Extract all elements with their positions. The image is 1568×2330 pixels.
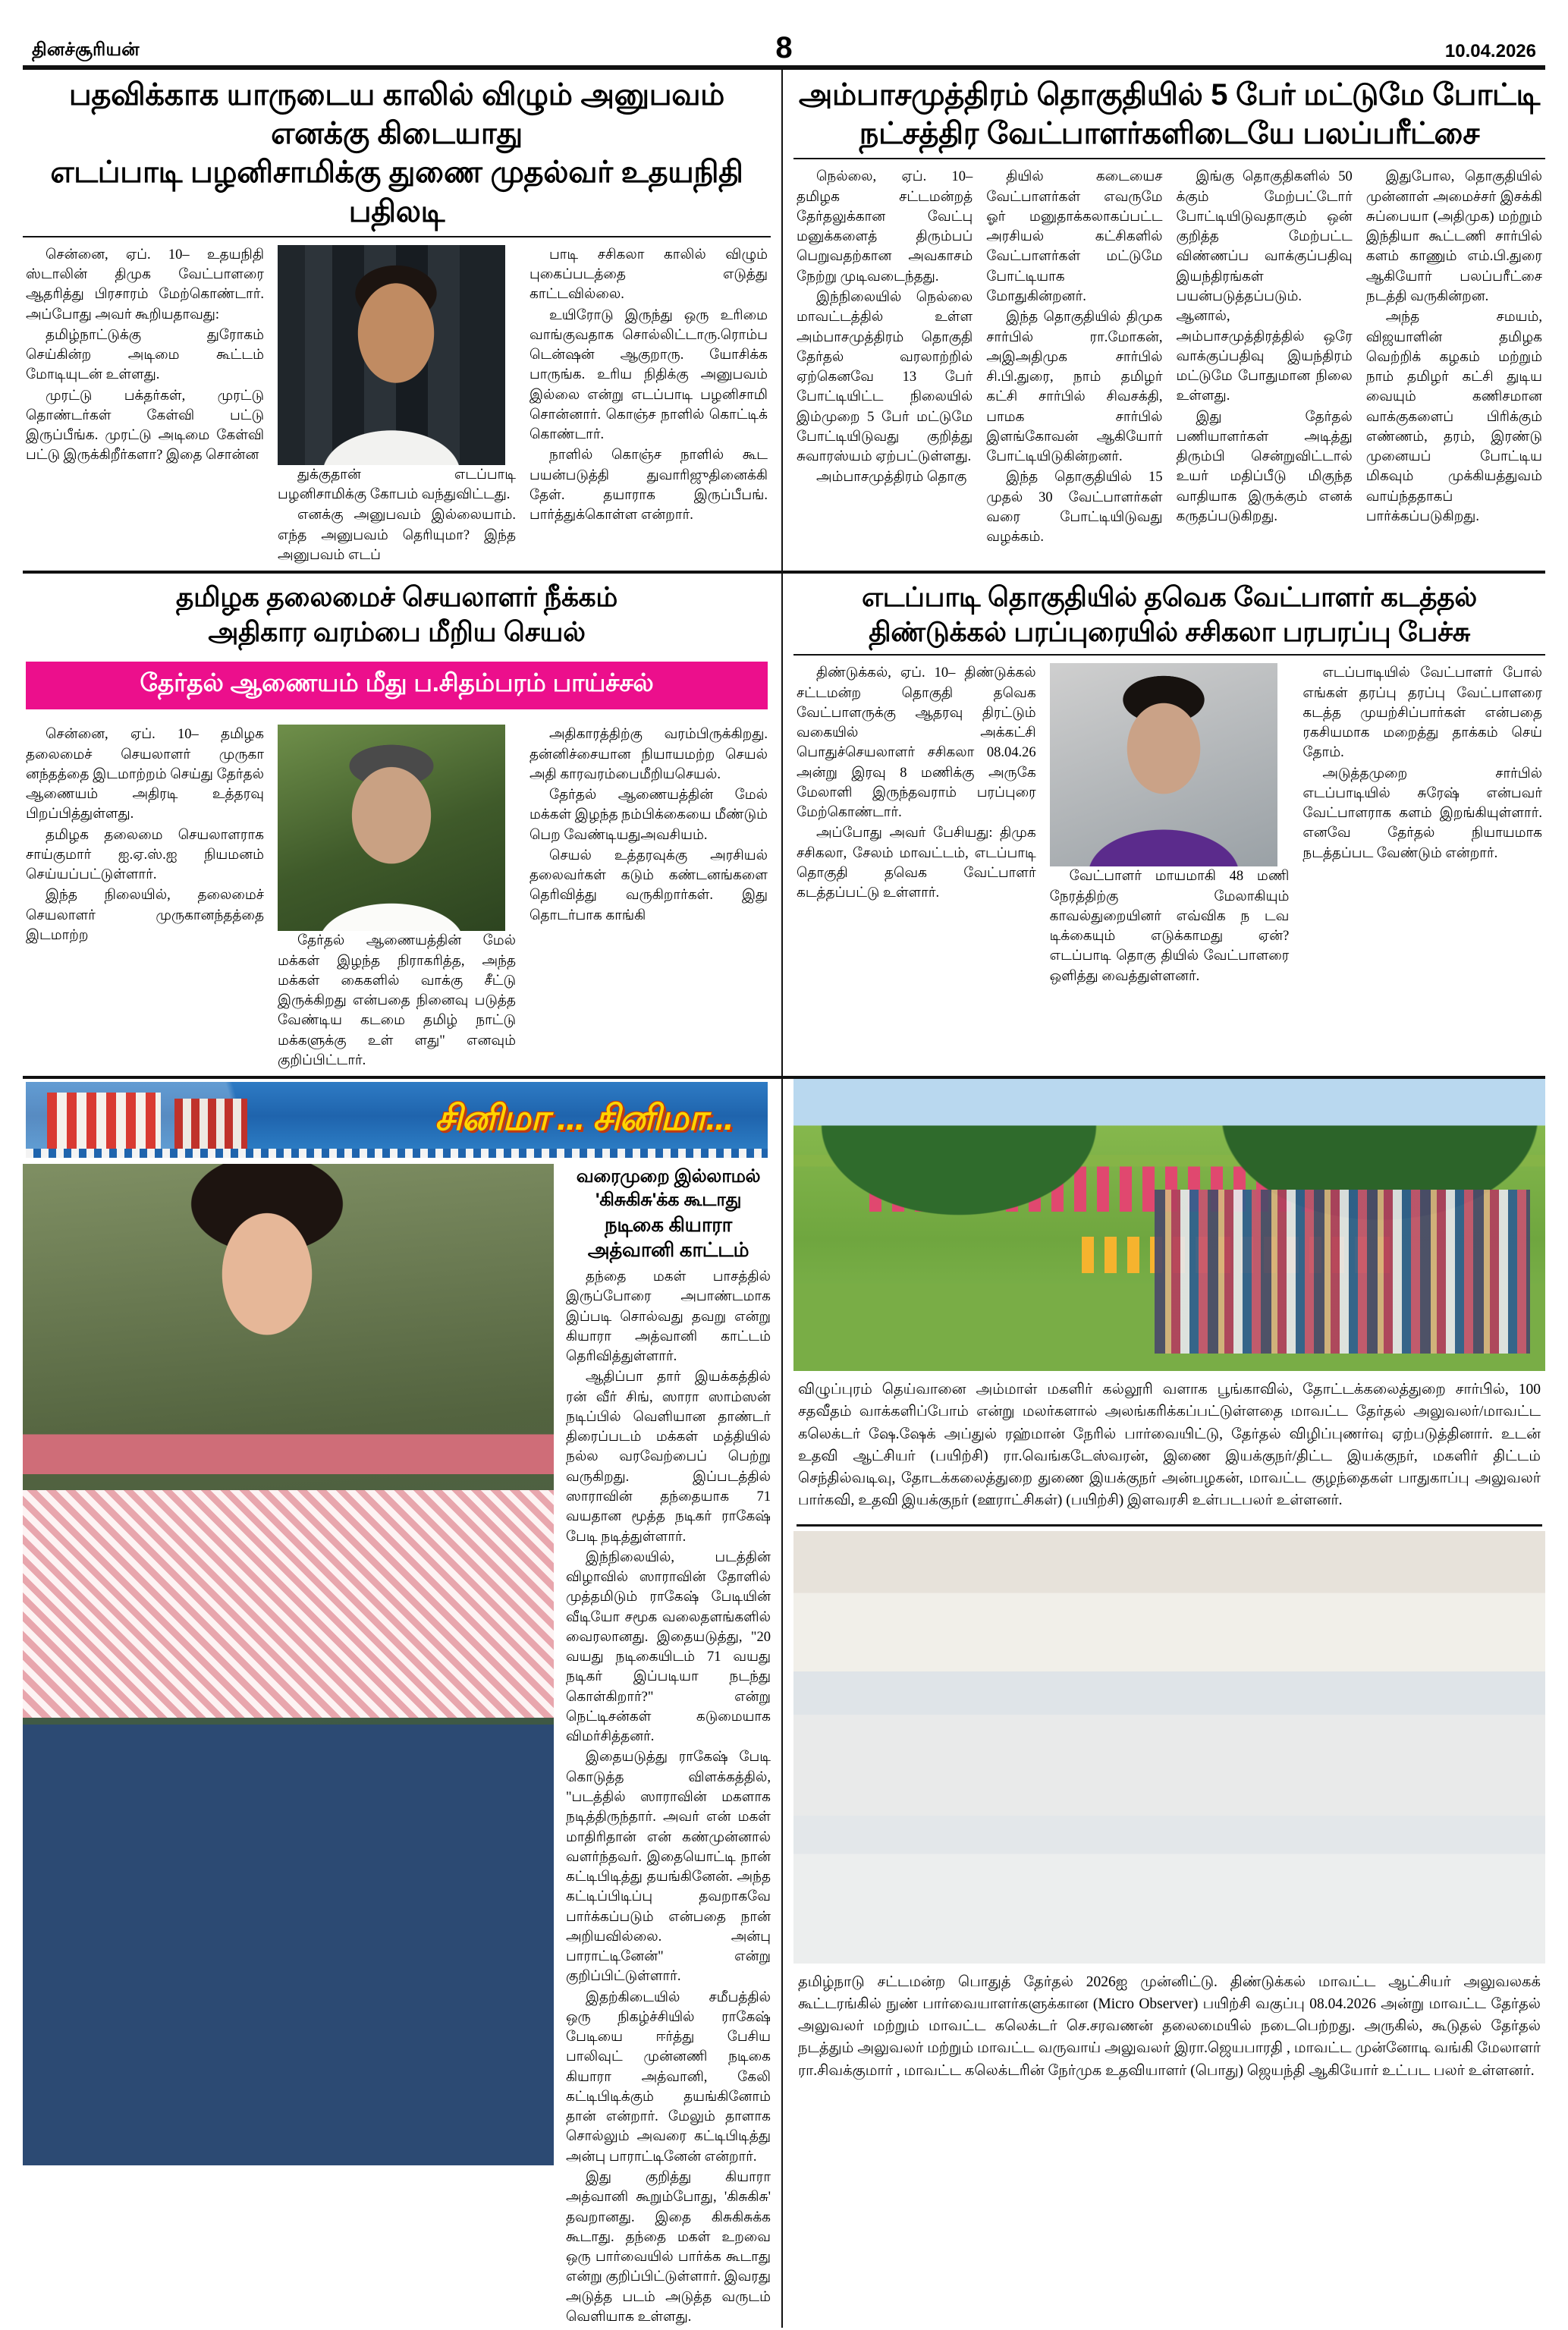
paragraph: சென்னை, ஏப். 10– உதயநிதி ஸ்டாலின் திமுக வேட்பாளரை ஆதரித்து பிரசாரம் மேற்கொண்டார். அப்போது அவர் கூறியதாவது: (26, 247, 264, 322)
dindigul-meeting-photo-3 (793, 1816, 1545, 1964)
ambasamudram-col-3 (1177, 167, 1353, 548)
cinema-headline-line1: வரைமுறை இல்லாமல் (576, 1166, 761, 1187)
chiefsecretary-col-3 (529, 725, 768, 1071)
paragraph: ஆதிப்பா தார் இயக்கத்தில் ரன் வீர் சிங், ஸாரா ஸாம்ஸன் நடிப்பில் வெளியான தாண்டர் திரைப்படம் மக்கள் மத்தியில் நல்ல வரவேற்பைப் பெற்று வருகிறது. இப்படத்தில் ஸாராவின் தந்தையாக 71 வயதான மூத்த நடிகர் ராகேஷ் பேடி நடித்துள்ளார். (566, 1369, 771, 1545)
paragraph: இதையடுத்து ராகேஷ் பேடி கொடுத்த விளக்கத்தில், "படத்தில் ஸாராவின் மகளாக நடித்திருந்தார். அவர் என் மகள் மாதிரிதான் என் கண்முன்னால் வளர்ந்தவர். இதையொட்டி நான் கட்டிபிடித்து தயங்கினேன். அந்த கட்டிப்பிடிப்பு தவறாகவே பார்க்கப்படும் என்பதை நான் அறியவில்லை. அன்பு பாராட்டினேன்" என்று குறிப்பிட்டுள்ளார். (566, 1750, 771, 1985)
story-cinema (23, 1079, 781, 2328)
paragraph: இந்த நிலையில், தலைமைச் செயலாளர் முருகானந்தத்தை இடமாற்ற (26, 888, 264, 943)
ambasamudram-col-4 (1366, 167, 1542, 548)
paragraph: உயிரோடு இருந்து ஒரு உரிமை வாங்குவதாக சொல்லிட்டாரு.ரொம்ப டென்ஷன் ஆகுறாரு. யோசிக்க பாருங்க. உரிய நிதிக்கு அனுபவம் இல்லை என்று எடப்பாடி பழனிசாமி சொன்னார். கொஞ்ச நாளில் கொட்டிக் கொண்டார். (529, 307, 768, 443)
udhayanidhi-col-1 (26, 245, 264, 566)
paragraph: செயல் உத்தரவுக்கு அரசியல் தலைவர்கள் கடும் கண்டனங்களை தெரிவித்து வருகிறார்கள். இது தொடர்பாக காங்கி (529, 847, 768, 923)
ambasamudram-body (793, 159, 1545, 552)
udhayanidhi-col-3 (529, 245, 768, 566)
publication-date: 10.04.2026 (1444, 41, 1536, 61)
bottom-section (23, 1079, 1545, 2328)
paragraph: அந்த சமயம், விஜயாளின் தமிழக வெற்றிக் கழகம் மற்றும் நாம் தமிழர் கட்சி துடிய வையும் கணிசமான வாக்குகளைப் பிரிக்கும் எண்ணம், தரம், இரண்டு முனையப் போட்டிய மிகவும் முக்கியத்துவம் வாய்ந்ததாகப் பார்க்கப்படுகிறது. (1365, 310, 1542, 524)
villupuram-caption: விழுப்புரம் தெய்வானை அம்மாள் மகளிர் கல்லூரி வளாக பூங்காவில், தோட்டக்கலைத்துறை சார்பில், 100 சதவீதம் வாக்களிப்போம் என்று மலர்களால் அலங்கரிக்கப்பட்டுள்ளதை மாவட்ட தேர்தல் அலுவலர்/மாவட்ட கலெக்டர் ஷே.ஷேக் அப்துல் ரஹ்மான் நேரில் பார்வையிட்டு, தேர்தல் விழிப்புணர்வு ஏற்படுத்தினார். உடன் உதவி ஆட்சியர் (பயிற்சி) ரா.வெங்கடேஸ்வரன், இணை இயக்குநர்/திட்ட இயக்குநர், மகளிர் திட்டம் செந்தில்வடிவு, தோடக்கலைத்துறை துணை இயக்குநர் அன்பழகன், மாவட்ட குழந்தைகள் பாதுகாப்பு அலுவலர் பார்கவி, உதவி இயக்குநர் (ஊராட்சிகள்) (பயிற்சி) இளவரசி உள்படபலர் உள்ளனர். (798, 1382, 1541, 1509)
page-number: 8 (775, 31, 793, 64)
paragraph: துக்குதான் எடப்பாடி பழனிசாமிக்கு கோபம் வந்துவிட்டது. (278, 467, 516, 503)
paragraph: திண்டுக்கல், ஏப். 10– திண்டுக்கல் சட்டமன்ற தொகுதி தவெக வேட்பாளருக்கு ஆதரவு திரட்டும் வகையில் அக்கட்சி பொதுச்செயலாளர் சசிகலா 08.04.26 அன்று இரவு 8 மணிக்கு அருகே மேலாளி இருந்தவராம் பரப்புரை மேற்கொண்டார். (797, 665, 1036, 821)
paper-name: தினச்சூரியன் (32, 39, 140, 60)
paragraph: வேட்பாளர் மாயமாகி 48 மணி நேரத்திற்கு மேலாகியும் காவல்துறையினர் எவ்விக ந டவ டிக்கையும் எடுக்காமது ஏன்? எடப்பாடி தொகு தியில் வேட்பாளரை ஒளித்து வைத்துள்ளனர். (1049, 869, 1290, 984)
paragraph: இதுபோல, தொகுதியில் முன்னாள் அமைச்சர் இசக்கி சுப்பையா (அதிமுக) மற்றும் இந்தியா கூட்டணி சார்பில் களம் காணும் எம்.பி.துரை ஆகியோர் பலப்பரீட்சை நடத்தி வருகின்றன. (1365, 169, 1542, 304)
paragraph: இந்நிலையில் நெல்லை மாவட்டத்தில் உள்ள அம்பாசமுத்திரம் தொகுதி தேர்தல் வரலாற்றில் ஏற்கெனவே 13 பேர் போட்டியிட்ட நிலையில் இம்முறை 5 பேர் மட்டுமே போட்டியிடுவது குறித்து சுவாரஸ்யம் ஏற்பட்டுள்ளது. (797, 289, 973, 465)
paragraph: அடுத்தமுறை சார்பில் எடப்பாடியில் சுரேஷ் என்பவர் வேட்பாளராக களம் இறங்கியுள்ளார். எனவே தேர்தல் நியாயமாக நடத்தப்பட வேண்டும் என்றார். (1302, 766, 1543, 861)
edappadi-col-1 (797, 663, 1036, 987)
paragraph: தியில் கடையைச வேட்பாளர்கள் எவருமே ஓர் மனுதாக்கலாகப்பட்ட அரசியல் கட்சிகளில் வேட்பாளர்கள் மட்டுமே போட்டியாக மோதுகின்றனர். (986, 169, 1163, 304)
chidambaram-banner: தேர்தல் ஆணையம் மீது ப.சிதம்பரம் பாய்ச்சல் (26, 662, 768, 709)
edappadi-col-2 (1050, 663, 1290, 987)
cinema-headline-line2: 'கிசுகிசு'க்க கூடாது (595, 1189, 742, 1210)
udhayanidhi-photo (278, 245, 505, 465)
edappadi-body (793, 656, 1545, 992)
masthead (23, 0, 1545, 65)
dindigul-caption: தமிழ்நாடு சட்டமன்ற பொதுத் தேர்தல் 2026ஐ முன்னிட்டு. திண்டுக்கல் மாவட்ட ஆட்சியர் அலுவலகக் கூட்டரங்கில் நுண் பார்வையாளர்களுக்கான (Micro Observer) பயிற்சி வகுப்பு 08.04.2026 அன்று மாவட்ட தேர்தல் அலுவலர் மற்றும் மாவட்ட கலெக்டர் செ.சரவணன் தலைமையில் நடைபெற்றது. அருகில், கூடுதல் தேர்தல் நடத்தும் அலுவலர் மற்றும் மாவட்ட வருவாய் அலுவலர் இரா.ஜெயபாரதி , மாவட்ட முன்னோடி வங்கி மேலாளர் ரா.சிவக்குமார் , மாவட்ட கலெக்டரின் நேர்முக உதவியாளர் (பொது) ஜெயந்தி ஆகியோர் உட்பட பலர் உள்ளனர். (798, 1973, 1541, 2079)
chiefsecretary-headline-line2: அதிகார வரம்பை மீறிய செயல் (208, 616, 586, 648)
paragraph: இங்கு தொகுதிகளில் 50 க்கும் மேற்பட்டோர் போட்டியிடுவதாகும் ஒன் குறித்த மேற்பட்ட விண்ணப்ப வாக்குப்பதிவு இயந்திரங்கள் பயன்படுத்தப்படும். ஆனால், அம்பாசமுத்திரத்தில் ஒரே வாக்குப்பதிவு இயந்திரம் மட்டுமே போதுமான நிலை உள்ளது. (1176, 169, 1353, 404)
paragraph: தமிழ்நாட்டுக்கு துரோகம் செய்கின்ற அடிமை கூட்டம் மோடியுடன் உள்ளது. (26, 327, 264, 383)
udhayanidhi-headline-line2: எடப்பாடி பழனிசாமிக்கு துணை முதல்வர் உதயநிதி பதிலடி (50, 156, 743, 228)
paragraph: நெல்லை, ஏப். 10– தமிழக சட்டமன்றத் தேர்தலுக்கான வேட்பு மனுக்களைத் திரும்பப் பெறுவதற்கான அவகாசம் நேற்று முடிவடைந்தது. (797, 169, 973, 285)
top-section (23, 70, 1545, 571)
chidambaram-photo (278, 725, 505, 931)
story-udhayanidhi (23, 70, 781, 571)
kiara-photo-wrap (23, 1164, 554, 2328)
paragraph: இது குறித்து கியாரா அத்வானி கூறும்போது, 'கிசுகிசு' தவறானது. இதை கிசுகிசுக்க கூடாது. தந்தை மகள் உறவை ஒரு பார்வையில் பார்க்க கூடாது என்று குறிப்பிட்டுள்ளார். இவரது அடுத்த படம் அடுத்த வருடம் வெளியாக உள்ளது. (566, 2170, 771, 2325)
cinema-banner (26, 1082, 768, 1158)
dindigul-meeting-photo-2 (793, 1671, 1545, 1816)
ambasamudram-col-2 (986, 167, 1162, 548)
second-section (23, 574, 1545, 1076)
paragraph: அப்போது அவர் பேசியது: திமுக சசிகலா, சேலம் மாவட்டம், எடப்பாடி தொகுதி தவெக வேட்பாளர் கடத்தப்பட்டு உள்ளார். (797, 825, 1036, 901)
villupuram-vote-photo (793, 1079, 1545, 1371)
ambasamudram-headline-line1: அம்பாசமுத்திரம் தொகுதியில் 5 பேர் மட்டுமே போட்டி (798, 78, 1541, 112)
chiefsecretary-col-2 (278, 725, 516, 1071)
paragraph: தமிழக தலைமை செயலாளராக சாய்குமார் ஐ.ஏ.ஸ்.ஐ நியமனம் செய்யப்பட்டுள்ளார். (26, 827, 264, 883)
paragraph: அதிகாரத்திற்கு வரம்பிருக்கிறது. தன்னிச்சையான நியாயமற்ற செயல் அதி காரவரம்பைமீறியசெயல். (529, 727, 768, 782)
cinema-text-col (566, 1164, 771, 2328)
cinema-headline-line3: நடிகை கியாரா அத்வானி காட்டம் (587, 1212, 749, 1261)
edappadi-headline-line1: எடப்பாடி தொகுதியில் தவெக வேட்பாளர் கடத்தல் (861, 581, 1478, 613)
paragraph: தேர்தல் ஆணையத்தின் மேல் மக்கள் இழந்த நம்பிக்கையை மீண்டும் பெற வேண்டியதுஅவசியம். (529, 788, 768, 843)
edappadi-headline-line2: திண்டுக்கல் பரப்புரையில் சசிகலா பரபரப்பு பேச்சு (869, 616, 1470, 648)
sasikala-photo (1050, 663, 1277, 866)
story-ambasamudram (781, 70, 1545, 571)
photo-features (781, 1079, 1545, 2328)
cinema-banner-text: சினிமா ... சினிமா... (435, 1097, 733, 1137)
paragraph: எனக்கு அனுபவம் இல்லையாம். எந்த அனுபவம் தெரியுமா? இந்த அனுபவம் எடப் (278, 508, 516, 563)
udhayanidhi-col-2 (278, 245, 516, 566)
paragraph: இந்நிலையில், படத்தின் விழாவில் ஸாராவின் தோளில் முத்தமிடும் ராகேஷ் பேடியின் வீடியோ சமூக வலைதளங்களில் வைரலானது. இதையடுத்து, "20 வயது நடிகையிடம் 71 வயது நடிகர் இப்படியா நடந்து கொள்கிறார்?" என்று நெட்டிசன்கள் கடுமையாக விமர்சித்தனர். (566, 1549, 771, 1745)
chiefsecretary-body (23, 717, 771, 1076)
paragraph: அம்பாசமுத்திரம் தொகு (816, 470, 967, 486)
ambasamudram-headline-line2: நட்சத்திர வேட்பாளர்களிடையே பலப்பரீட்சை (859, 117, 1480, 151)
kiara-advani-photo (23, 1164, 554, 2165)
chiefsecretary-headline-line1: தமிழக தலைமைச் செயலாளர் நீக்கம் (175, 581, 618, 613)
edappadi-col-3 (1302, 663, 1542, 987)
paragraph: முரட்டு பக்தர்கள், முரட்டு தொண்டர்கள் கேள்வி பட்டு இருப்பீங்க. முரட்டு அடிமை கேள்வி பட்டு இருக்கிறீர்களா? இதை சொன்ன (26, 388, 264, 464)
edappadi-headline (793, 574, 1545, 654)
ambasamudram-headline (793, 70, 1545, 158)
paragraph: பாடி சசிகலா காலில் விழும் புகைப்படத்தை எடுத்து காட்டவில்லை. (529, 247, 768, 303)
chiefsecretary-headline (23, 574, 771, 654)
ambasamudram-col-1 (797, 167, 973, 548)
cinema-body (23, 1164, 771, 2328)
paragraph: எடப்பாடியில் வேட்பாளர் போல் எங்கள் தரப்பு தரப்பு வேட்பாளரை கடத்த முயற்சிப்பார்கள் என்பதை ரகசியமாக மறைத்து தாக்கம் செய் தோம். (1302, 665, 1543, 761)
udhayanidhi-body (23, 237, 771, 571)
paragraph: சென்னை, ஏப். 10– தமிழக தலைமைச் செயலாளர் முருகா னந்தத்தை இடமாற்றம் செய்து தேர்தல் ஆணையம் அதிரடி உத்தரவு பிறப்பித்துள்ளது. (26, 727, 264, 822)
dindigul-meeting-photo-1 (793, 1531, 1545, 1671)
paragraph: தந்தை மகள் பாசத்தில் இருப்போரை அபாண்டமாக இப்படி சொல்வது தவறு என்று கியாரா அத்வானி காட்டம் தெரிவித்துள்ளார். (566, 1269, 771, 1365)
paragraph: நாளில் கொஞ்ச நாளில் கூட பயன்படுத்தி துவாரிஜுதினைக்கி தேள். தயாராக இருப்பீபங். பார்த்துக்கொள்ள என்றார். (529, 448, 768, 524)
udhayanidhi-headline (23, 70, 771, 236)
cinema-headline (566, 1164, 771, 1267)
story-chief-secretary (23, 574, 781, 1076)
paragraph: இந்த தொகுதியில் திமுக சார்பில் ரா.மோகன், அஇஅதிமுக சார்பில் சி.பி.துரை, நாம் தமிழர் கட்சி சார்பில் சிவசக்தி, பாமக சார்பில் இளங்கோவன் ஆகியோர் போட்டியிடுகின்றனர். (986, 310, 1163, 465)
paragraph: தேர்தல் ஆணையத்தின் மேல் மக்கள் இழந்த நிராகரித்த, அந்த மக்கள் கைகளில் வாக்கு சீட்டு இருக்கிறது என்பதை நினைவு படுத்த வேண்டிய கடமை தமிழ் நாட்டு மக்களுக்கு உள் ளது" எனவும் குறிப்பிட்டார். (278, 933, 516, 1068)
paragraph: இந்த தொகுதியில் 15 முதல் 30 வேட்பாளர்கள் வரை போட்டியிடுவது வழக்கம். (986, 470, 1163, 546)
feature-separator (797, 1524, 1542, 1527)
paragraph: இது தேர்தல் பணியாளர்கள் அடித்து திரும்பி சென்றுவிட்டால் உயர் மதிப்பீடு மிகுந்த வாதியாக இருக்கும் எனக் கருதப்படுகிறது. (1176, 409, 1353, 524)
udhayanidhi-headline-line1: பதவிக்காக யாருடைய காலில் விழும் அனுபவம் எனக்கு கிடையாது (68, 78, 725, 151)
chiefsecretary-col-1 (26, 725, 264, 1071)
story-edappadi (781, 574, 1545, 1076)
paragraph: இதற்கிடையில் சமீபத்தில் ஒரு நிகழ்ச்சியில் ராகேஷ் பேடியை ஈர்த்து பேசிய பாலிவுட் முன்னணி நடிகை கியாரா அத்வானி, கேலி கட்டிபிடிக்கும் தயங்கினோம் தான் என்றார். மேலும் தாளாக சொல்லும் அவரை கட்டிபிடித்து அன்பு பாராட்டினேன் என்றார். (566, 1989, 771, 2165)
